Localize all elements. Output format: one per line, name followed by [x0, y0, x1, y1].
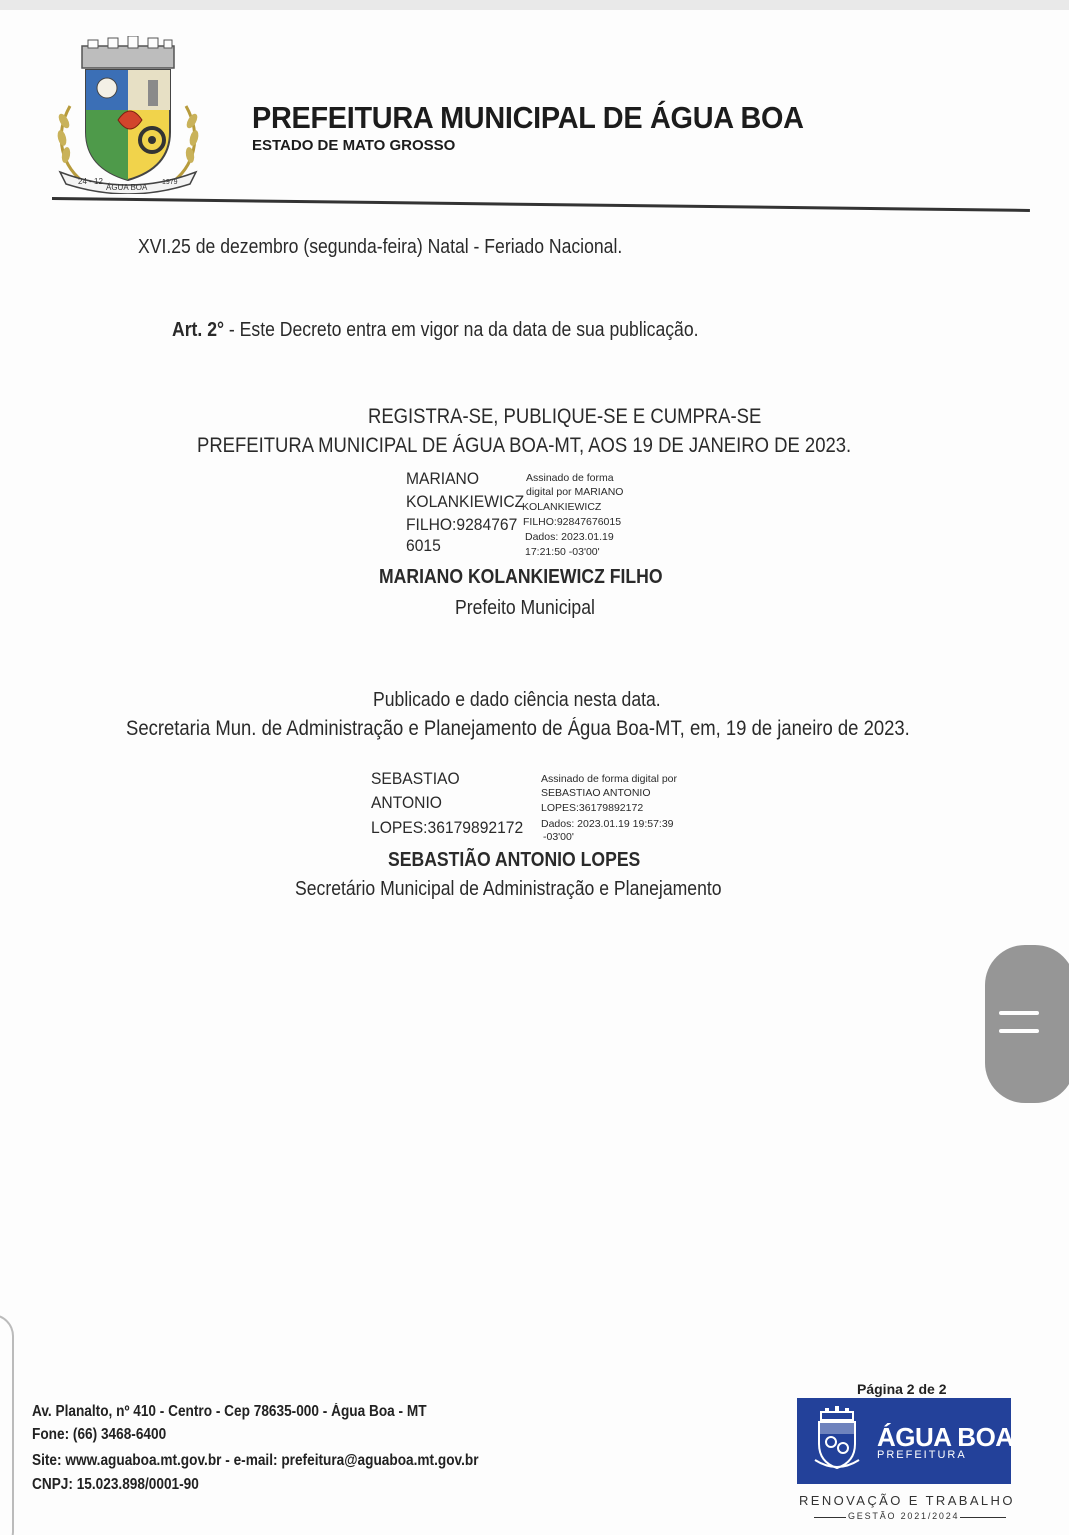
sig2-name-line: LOPES:36179892172 — [371, 818, 524, 837]
scroll-handle-grip-line — [999, 1011, 1039, 1015]
footer-address: Av. Planalto, nº 410 - Centro - Cep 78635-000 - Água Boa - MT — [32, 1403, 427, 1420]
footer-cnpj: CNPJ: 15.023.898/0001-90 — [32, 1476, 199, 1493]
sig1-stamp-line: KOLANKIEWICZ — [522, 501, 602, 513]
sig1-stamp-line: Dados: 2023.01.19 — [525, 531, 614, 543]
signer-2-role: Secretário Municipal de Administração e Planejamento — [295, 878, 722, 900]
page-number: Página 2 de 2 — [857, 1381, 947, 1397]
sig1-stamp-line: FILHO:92847676015 — [523, 516, 622, 528]
sig1-stamp-line: Assinado de forma — [526, 472, 614, 484]
signer-1-name: MARIANO KOLANKIEWICZ FILHO — [379, 566, 663, 588]
letterhead-divider — [52, 197, 1030, 212]
logo-name: ÁGUA BOA — [877, 1422, 1014, 1452]
sig2-stamp-line: -03'00' — [543, 831, 574, 843]
publication-line-1: Publicado e dado ciência nesta data. — [373, 689, 661, 711]
place-date-line: PREFEITURA MUNICIPAL DE ÁGUA BOA-MT, AOS 19 DE JANEIRO DE 2023. — [197, 434, 852, 457]
letterhead-title: PREFEITURA MUNICIPAL DE ÁGUA BOA — [252, 100, 804, 135]
sig1-name-line: KOLANKIEWICZ — [406, 492, 525, 511]
agua-boa-logo — [797, 1398, 1014, 1484]
footer-phone: Fone: (66) 3468-6400 — [32, 1426, 167, 1443]
article-2-label: Art. 2° — [172, 319, 225, 341]
sig2-stamp-line: SEBASTIAO ANTONIO — [541, 787, 651, 799]
signer-1-role: Prefeito Municipal — [455, 597, 595, 619]
holiday-item-xvi: XVI.25 de dezembro (segunda-feira) Natal - Feriado Nacional. — [138, 236, 623, 258]
gestao-rule-right — [960, 1517, 1006, 1518]
article-2-text: - Este Decreto entra em vigor na da data de sua publicação. — [224, 319, 699, 341]
article-2 — [172, 319, 699, 342]
scroll-handle-grip-line — [999, 1029, 1039, 1033]
logo-subtitle: PREFEITURA — [877, 1449, 967, 1461]
sig2-name-line: ANTONIO — [371, 793, 442, 812]
registra-line: REGISTRA-SE, PUBLIQUE-SE E CUMPRA-SE — [368, 405, 762, 428]
footer-site-email: Site: www.aguaboa.mt.gov.br - e-mail: prefeitura@aguaboa.mt.gov.br — [32, 1452, 479, 1469]
gestao-line — [814, 1511, 1006, 1525]
crest-ribbon-center: ÁGUA BOA — [106, 183, 148, 192]
sig1-stamp-line: digital por MARIANO — [526, 486, 624, 498]
sig1-stamp-line: 17:21:50 -03'00' — [525, 546, 600, 558]
sig1-name-line: FILHO:9284767 — [406, 515, 518, 534]
emblem-icon — [813, 1406, 861, 1474]
page-edge-curve — [0, 1314, 14, 1535]
crest-ribbon-left: 24 - 12 — [78, 177, 103, 186]
scroll-handle[interactable] — [985, 945, 1069, 1103]
gestao-rule-left — [814, 1517, 846, 1518]
municipal-crest-icon — [52, 36, 204, 194]
letterhead-subtitle: ESTADO DE MATO GROSSO — [252, 137, 456, 154]
top-edge-bar — [0, 0, 1069, 10]
sig1-name-line: 6015 — [406, 536, 441, 555]
publication-line-2: Secretaria Mun. de Administração e Planejamento de Água Boa-MT, em, 19 de janeiro de 2023. — [126, 717, 910, 740]
sig2-name-line: SEBASTIAO — [371, 769, 460, 788]
slogan: RENOVAÇÃO E TRABALHO — [799, 1493, 1015, 1508]
sig2-stamp-line: Dados: 2023.01.19 19:57:39 — [541, 818, 674, 830]
sig2-stamp-line: Assinado de forma digital por — [541, 773, 677, 785]
signer-2-name: SEBASTIÃO ANTONIO LOPES — [388, 849, 641, 871]
sig1-name-line: MARIANO — [406, 469, 479, 488]
crest-ribbon-right: 1979 — [162, 179, 178, 186]
sig2-stamp-line: LOPES:36179892172 — [541, 802, 644, 814]
gestao-text: GESTÃO 2021/2024 — [848, 1511, 960, 1521]
